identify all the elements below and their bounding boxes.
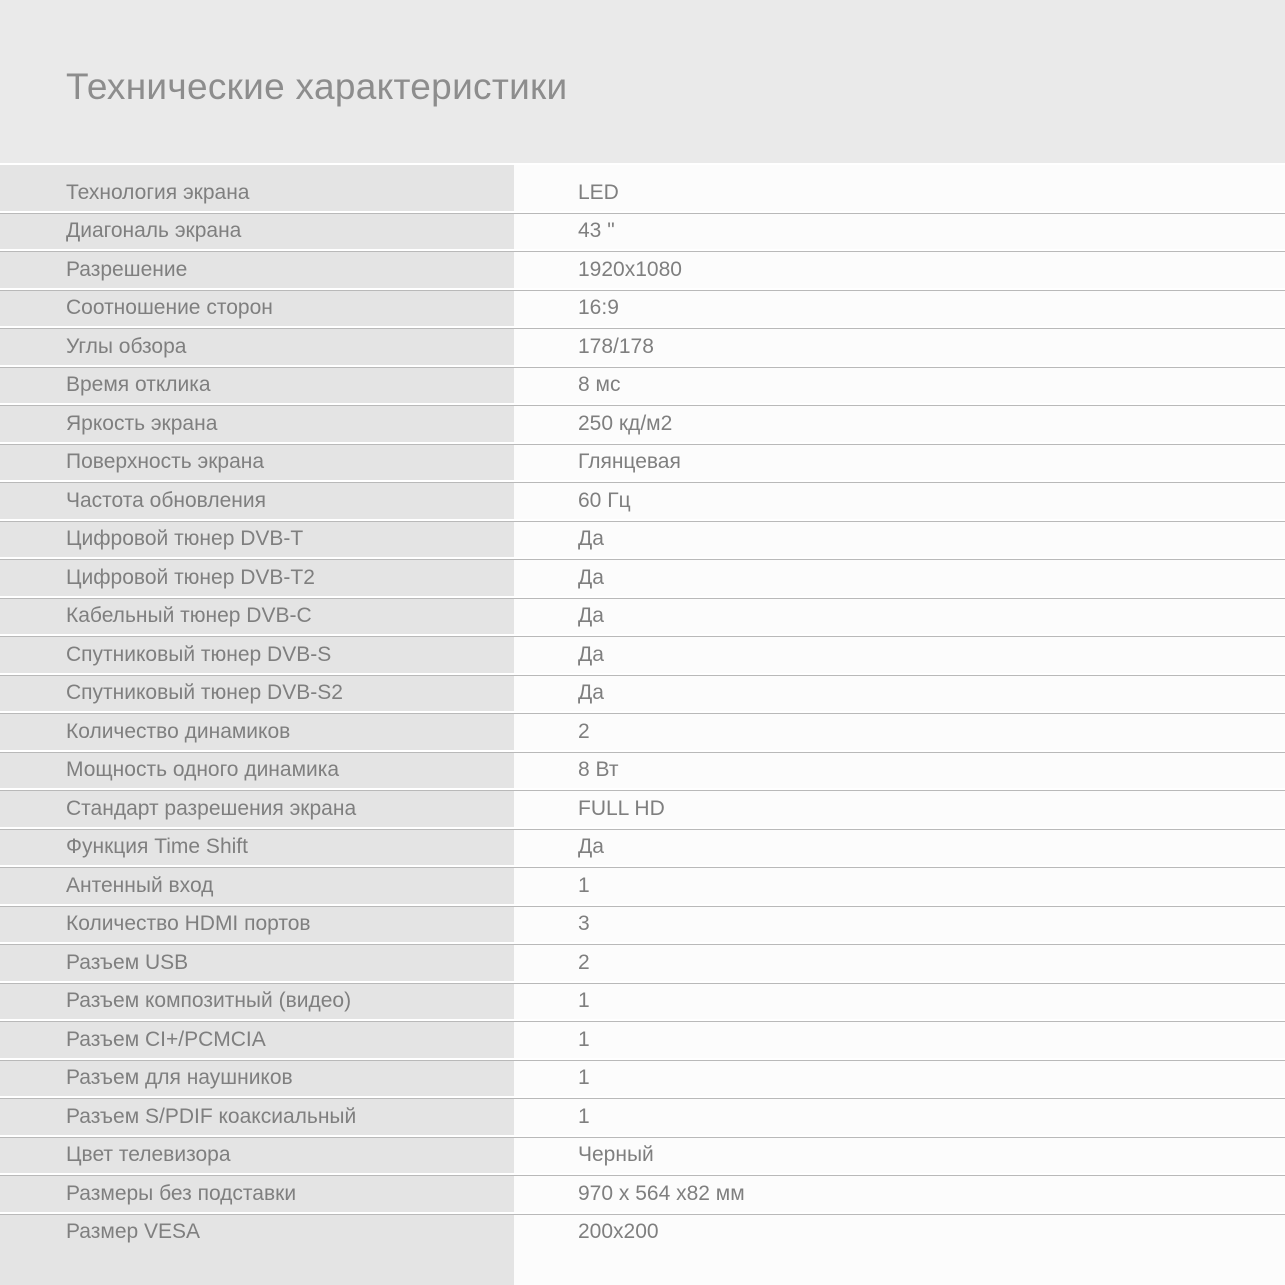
spec-value: 8 Вт: [578, 758, 619, 782]
table-row: [0, 868, 1285, 904]
table-row: [0, 984, 1285, 1020]
spec-label: Антенный вход: [66, 873, 214, 897]
spec-value: 1: [578, 989, 590, 1013]
table-row: [0, 676, 1285, 712]
table-row: [0, 406, 1285, 442]
spec-value: 1: [578, 873, 590, 897]
spec-label: Цифровой тюнер DVB-T: [66, 527, 304, 551]
spec-value: 60 Гц: [578, 488, 631, 512]
spec-label: Размер VESA: [66, 1220, 201, 1244]
spec-label: Кабельный тюнер DVB-C: [66, 604, 312, 628]
spec-value: 1: [578, 1027, 590, 1051]
spec-value: Черный: [578, 1143, 654, 1167]
table-row: [0, 791, 1285, 827]
spec-value: 2: [578, 950, 590, 974]
spec-label: Разрешение: [66, 257, 188, 281]
spec-value: Да: [578, 681, 604, 705]
spec-value: Да: [578, 642, 604, 666]
table-row: [0, 175, 1285, 211]
spec-label: Разъем для наушников: [66, 1066, 293, 1090]
spec-value: Да: [578, 565, 604, 589]
table-row: [0, 1215, 1285, 1251]
spec-label: Разъем CI+/PCMCIA: [66, 1027, 266, 1051]
table-row: [0, 368, 1285, 404]
table-row: [0, 1022, 1285, 1058]
spec-label: Стандарт разрешения экрана: [66, 796, 357, 820]
spec-value: 178/178: [578, 334, 654, 358]
table-row: [0, 560, 1285, 596]
table-row: [0, 753, 1285, 789]
spec-label: Спутниковый тюнер DVB-S: [66, 642, 332, 666]
spec-label: Соотношение сторон: [66, 296, 273, 320]
table-row: [0, 1176, 1285, 1212]
spec-table: [0, 165, 1285, 1285]
spec-value: Да: [578, 835, 604, 859]
table-row: [0, 907, 1285, 943]
table-row: [0, 522, 1285, 558]
table-row: [0, 291, 1285, 327]
spec-label: Функция Time Shift: [66, 835, 248, 859]
table-row: [0, 445, 1285, 481]
table-row: [0, 214, 1285, 250]
spec-value: 16:9: [578, 296, 619, 320]
spec-value: 2: [578, 719, 590, 743]
table-row: [0, 637, 1285, 673]
table-row: [0, 483, 1285, 519]
spec-value: 200x200: [578, 1220, 659, 1244]
spec-value: 43 ": [578, 219, 615, 243]
table-row: [0, 945, 1285, 981]
spec-value: 970 x 564 x82 мм: [578, 1181, 745, 1205]
spec-label: Разъем S/PDIF коаксиальный: [66, 1104, 357, 1128]
table-row: [0, 599, 1285, 635]
spec-label: Время отклика: [66, 373, 211, 397]
spec-value: 250 кд/м2: [578, 411, 673, 435]
spec-label: Технология экрана: [66, 180, 250, 204]
spec-label: Углы обзора: [66, 334, 187, 358]
spec-value: Глянцевая: [578, 450, 681, 474]
spec-label: Поверхность экрана: [66, 450, 265, 474]
table-row: [0, 714, 1285, 750]
spec-value: 3: [578, 912, 590, 936]
table-row: [0, 1099, 1285, 1135]
spec-value: FULL HD: [578, 796, 665, 820]
spec-value: Да: [578, 604, 604, 628]
spec-label: Частота обновления: [66, 488, 266, 512]
page-title: Технические характеристики: [66, 66, 568, 107]
spec-label: Цвет телевизора: [66, 1143, 231, 1167]
spec-value: 8 мс: [578, 373, 621, 397]
spec-value: Да: [578, 527, 604, 551]
table-row: [0, 830, 1285, 866]
table-row: [0, 1138, 1285, 1174]
spec-label: Мощность одного динамика: [66, 758, 340, 782]
spec-label: Количество динамиков: [66, 719, 291, 743]
spec-label: Цифровой тюнер DVB-T2: [66, 565, 315, 589]
table-row: [0, 329, 1285, 365]
spec-label: Яркость экрана: [66, 411, 218, 435]
spec-value: LED: [578, 180, 619, 204]
spec-value: 1: [578, 1104, 590, 1128]
spec-label: Диагональ экрана: [66, 219, 242, 243]
spec-label: Спутниковый тюнер DVB-S2: [66, 681, 343, 705]
table-row: [0, 252, 1285, 288]
spec-value: 1: [578, 1066, 590, 1090]
spec-label: Разъем композитный (видео): [66, 989, 352, 1013]
header: [0, 0, 1285, 163]
spec-label: Размеры без подставки: [66, 1181, 297, 1205]
spec-value: 1920x1080: [578, 257, 682, 281]
table-row: [0, 1061, 1285, 1097]
spec-label: Количество HDMI портов: [66, 912, 311, 936]
spec-label: Разъем USB: [66, 950, 189, 974]
